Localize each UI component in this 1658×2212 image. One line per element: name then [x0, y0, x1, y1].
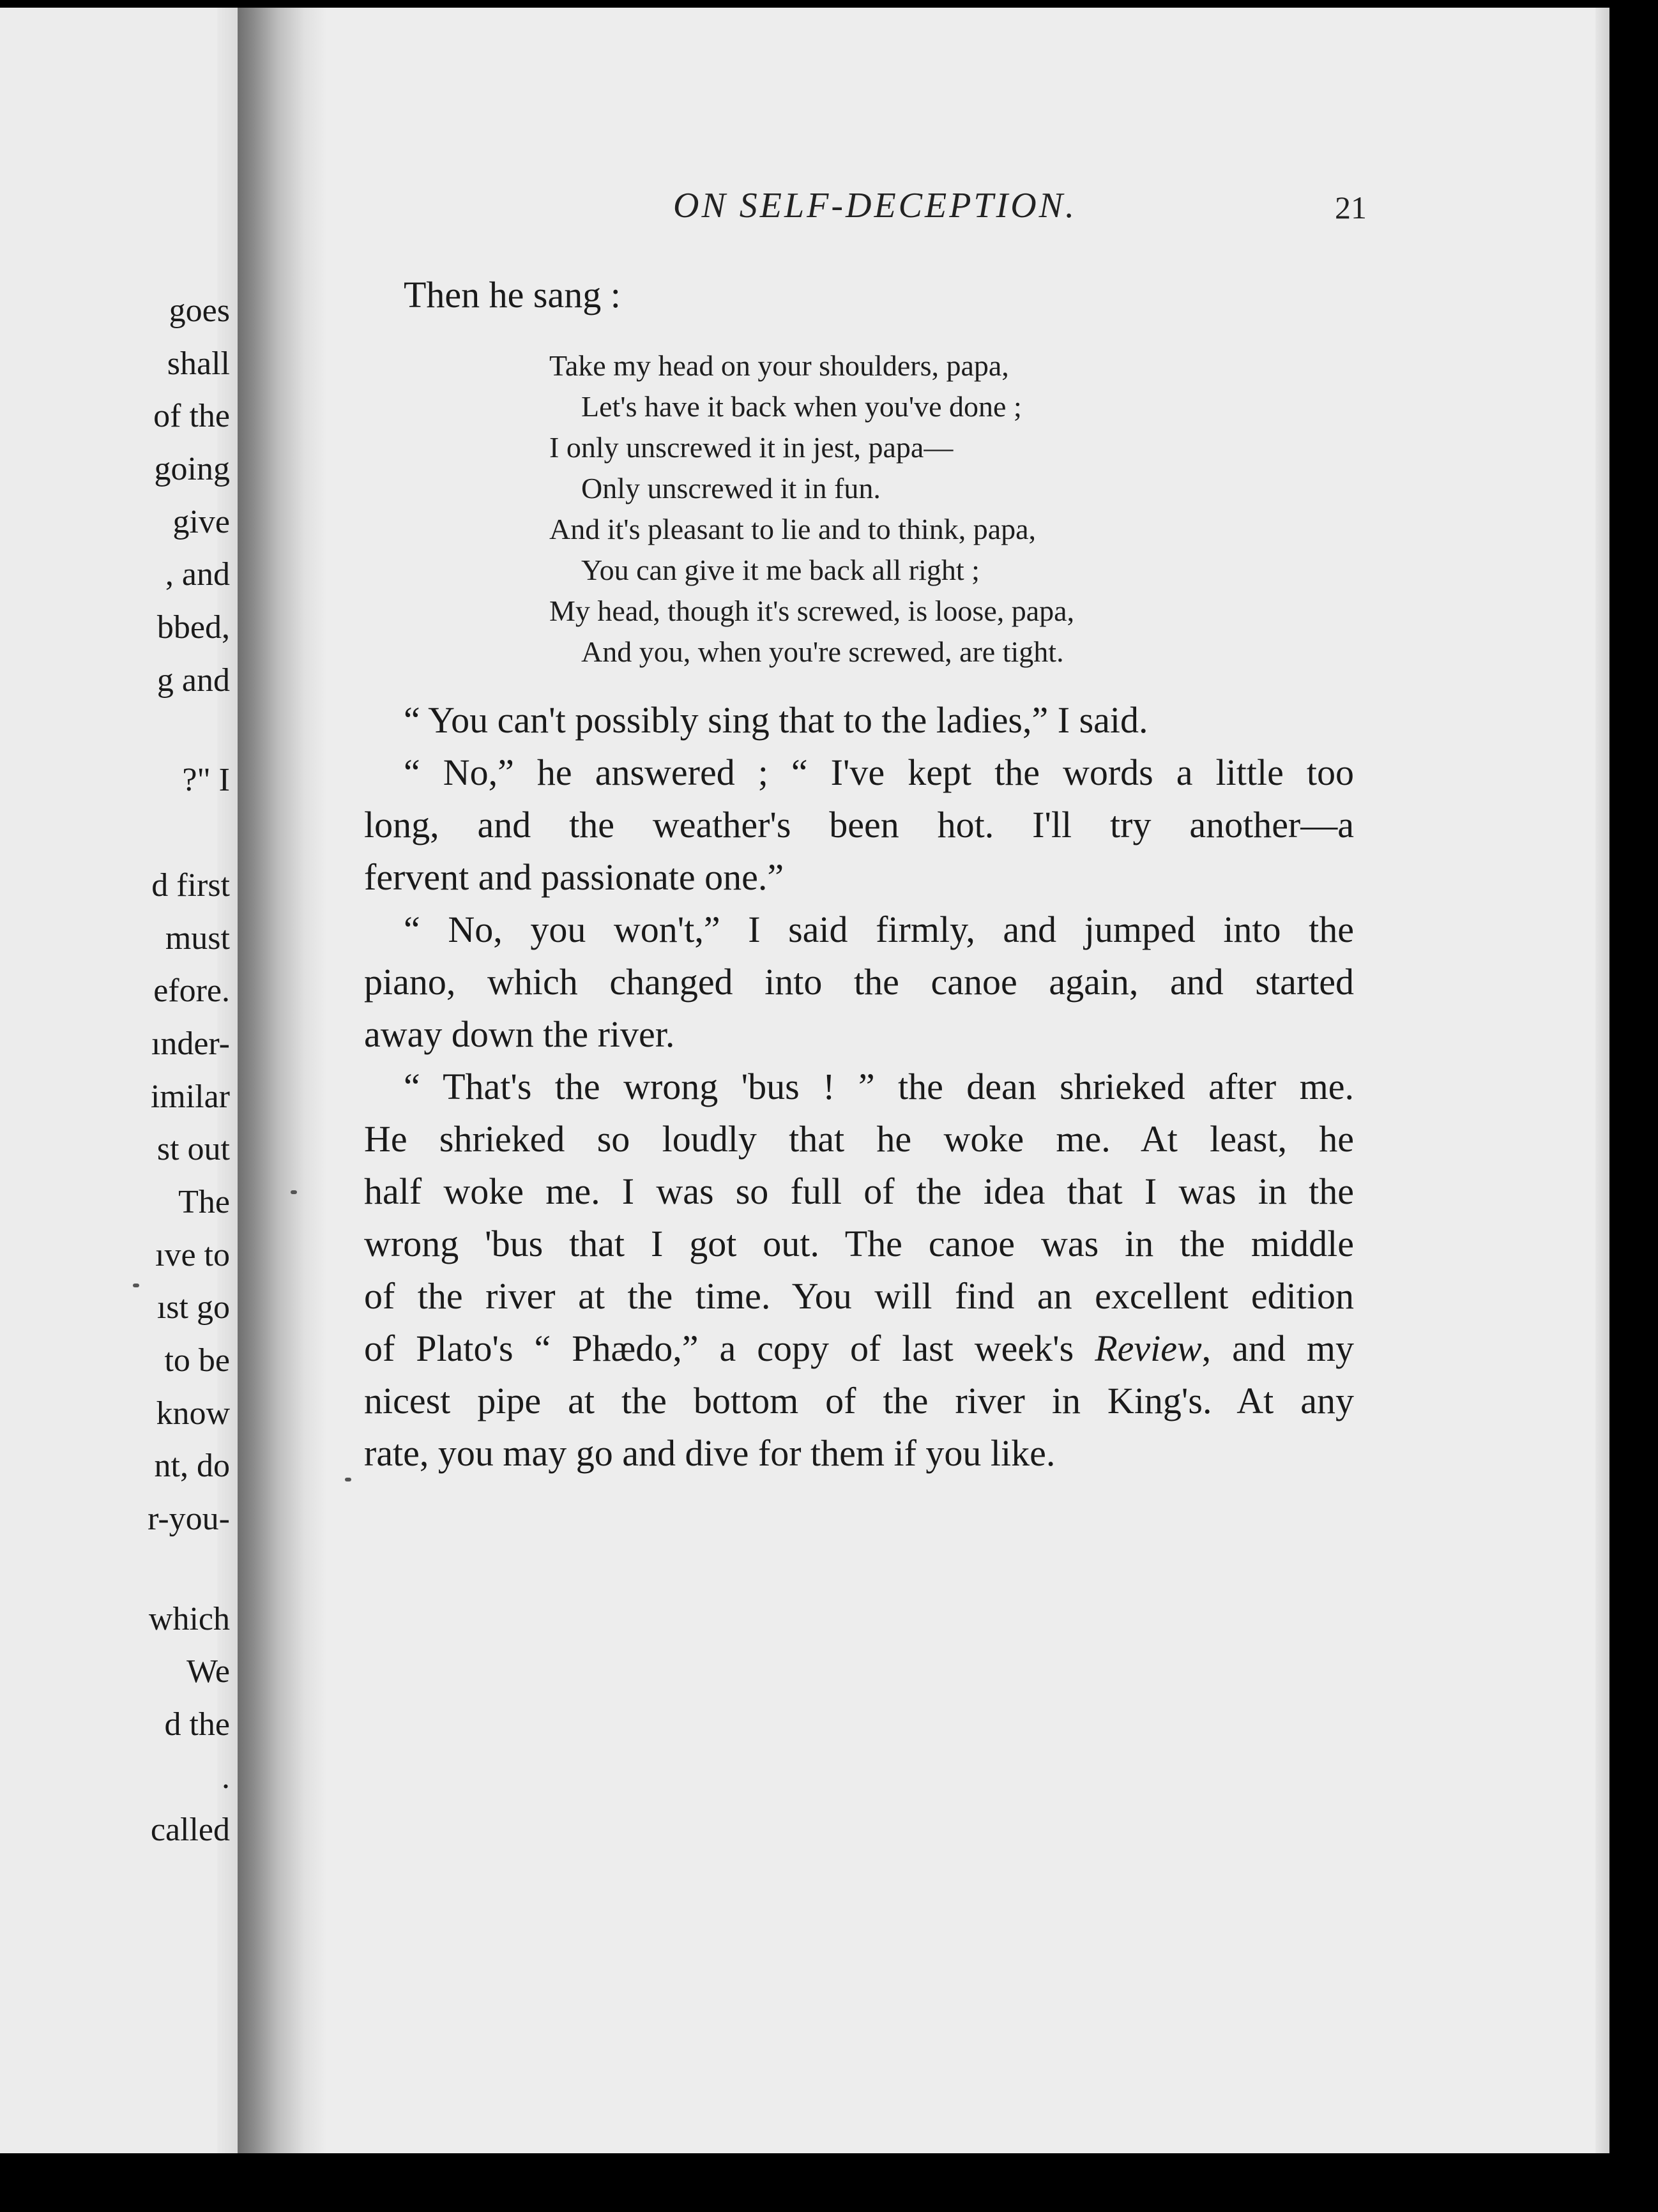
left-page-line: going	[154, 451, 230, 487]
left-page	[0, 8, 243, 2153]
spine-shadow	[238, 8, 327, 2153]
paragraph-line: “ No, you won't,” I said firmly, and jumped into the	[404, 909, 1354, 950]
left-page-line: give	[172, 504, 230, 540]
left-page-line: r-you-	[148, 1501, 230, 1537]
scan-border-right	[1609, 0, 1658, 2212]
scan-border-bottom	[0, 2153, 1658, 2212]
paragraph-line: nicest pipe at the bottom of the river in King's. At any	[364, 1380, 1354, 1421]
page-number: 21	[1335, 190, 1367, 225]
left-page-line: g and	[156, 662, 230, 699]
paragraph-line: He shrieked so loudly that he woke me. At least, he	[364, 1118, 1354, 1160]
verse-line: I only unscrewed it in jest, papa—	[549, 431, 954, 464]
paragraph-line: piano, which changed into the canoe again, and started	[364, 961, 1354, 1003]
left-page-line: of the	[153, 398, 230, 434]
left-page-line: ıst go	[156, 1289, 230, 1326]
left-page-line: d the	[164, 1706, 230, 1743]
paragraph-line: wrong 'bus that I got out. The canoe was in the middle	[364, 1223, 1354, 1264]
verse-line: Only unscrewed it in fun.	[581, 472, 881, 504]
left-page-line: shall	[167, 345, 230, 382]
left-page-line: d first	[151, 867, 230, 904]
left-page-line: bbed,	[156, 609, 230, 646]
paragraph-line: of Plato's “ Phædo,” a copy of last week's Review, and my	[364, 1328, 1355, 1369]
scan-speck	[345, 1478, 351, 1481]
paragraph-line: “ No,” he answered ; “ I've kept the words a little too	[404, 752, 1354, 793]
left-page-line: which	[148, 1601, 230, 1637]
left-page-line: called	[150, 1812, 230, 1848]
page-edge	[1595, 8, 1609, 2153]
verse-line: Take my head on your shoulders, papa,	[549, 349, 1009, 382]
left-page-line: efore.	[153, 973, 230, 1009]
left-page-line: know	[156, 1395, 230, 1432]
scan-speck	[291, 1190, 297, 1194]
left-page-line: must	[165, 920, 230, 957]
left-page-line: , and	[165, 556, 230, 593]
left-page-line: The	[178, 1184, 230, 1220]
left-page-line: ınder-	[151, 1026, 230, 1062]
paragraph-line: of the river at the time. You will find an excellent edition	[364, 1275, 1354, 1317]
left-page-line: st out	[156, 1131, 230, 1167]
paragraph-line: fervent and passionate one.”	[364, 856, 784, 898]
left-page-line: ıve to	[155, 1237, 230, 1273]
verse-line: And it's pleasant to lie and to think, papa,	[549, 513, 1037, 545]
left-page-line: ?" I	[182, 762, 230, 798]
left-page-line: .	[222, 1759, 230, 1796]
verse-line: You can give it me back all right ;	[581, 554, 980, 586]
paragraph-line: long, and the weather's been hot. I'll try another—a	[364, 804, 1354, 845]
left-page-line: nt, do	[154, 1448, 230, 1484]
paragraph-line: away down the river.	[364, 1013, 675, 1055]
paragraph-line: half woke me. I was so full of the idea that I was in the	[364, 1170, 1354, 1212]
paragraph-line: “ That's the wrong 'bus ! ” the dean shrieked after me.	[404, 1066, 1354, 1107]
scan-speck	[133, 1284, 139, 1287]
left-page-line: We	[186, 1653, 230, 1690]
intro-line: Then he sang :	[404, 274, 621, 315]
left-page-line: goes	[169, 292, 230, 329]
running-head: ON SELF-DECEPTION.	[673, 186, 1077, 225]
verse-line: And you, when you're screwed, are tight.	[581, 635, 1064, 668]
paragraph-line: “ You can't possibly sing that to the ladies,” I said.	[404, 699, 1148, 741]
paragraph-line: rate, you may go and dive for them if you like.	[364, 1432, 1056, 1474]
verse-line: Let's have it back when you've done ;	[581, 390, 1022, 423]
left-page-line: imilar	[150, 1079, 230, 1115]
verse-line: My head, though it's screwed, is loose, papa,	[549, 595, 1075, 627]
left-page-line: to be	[164, 1342, 230, 1379]
